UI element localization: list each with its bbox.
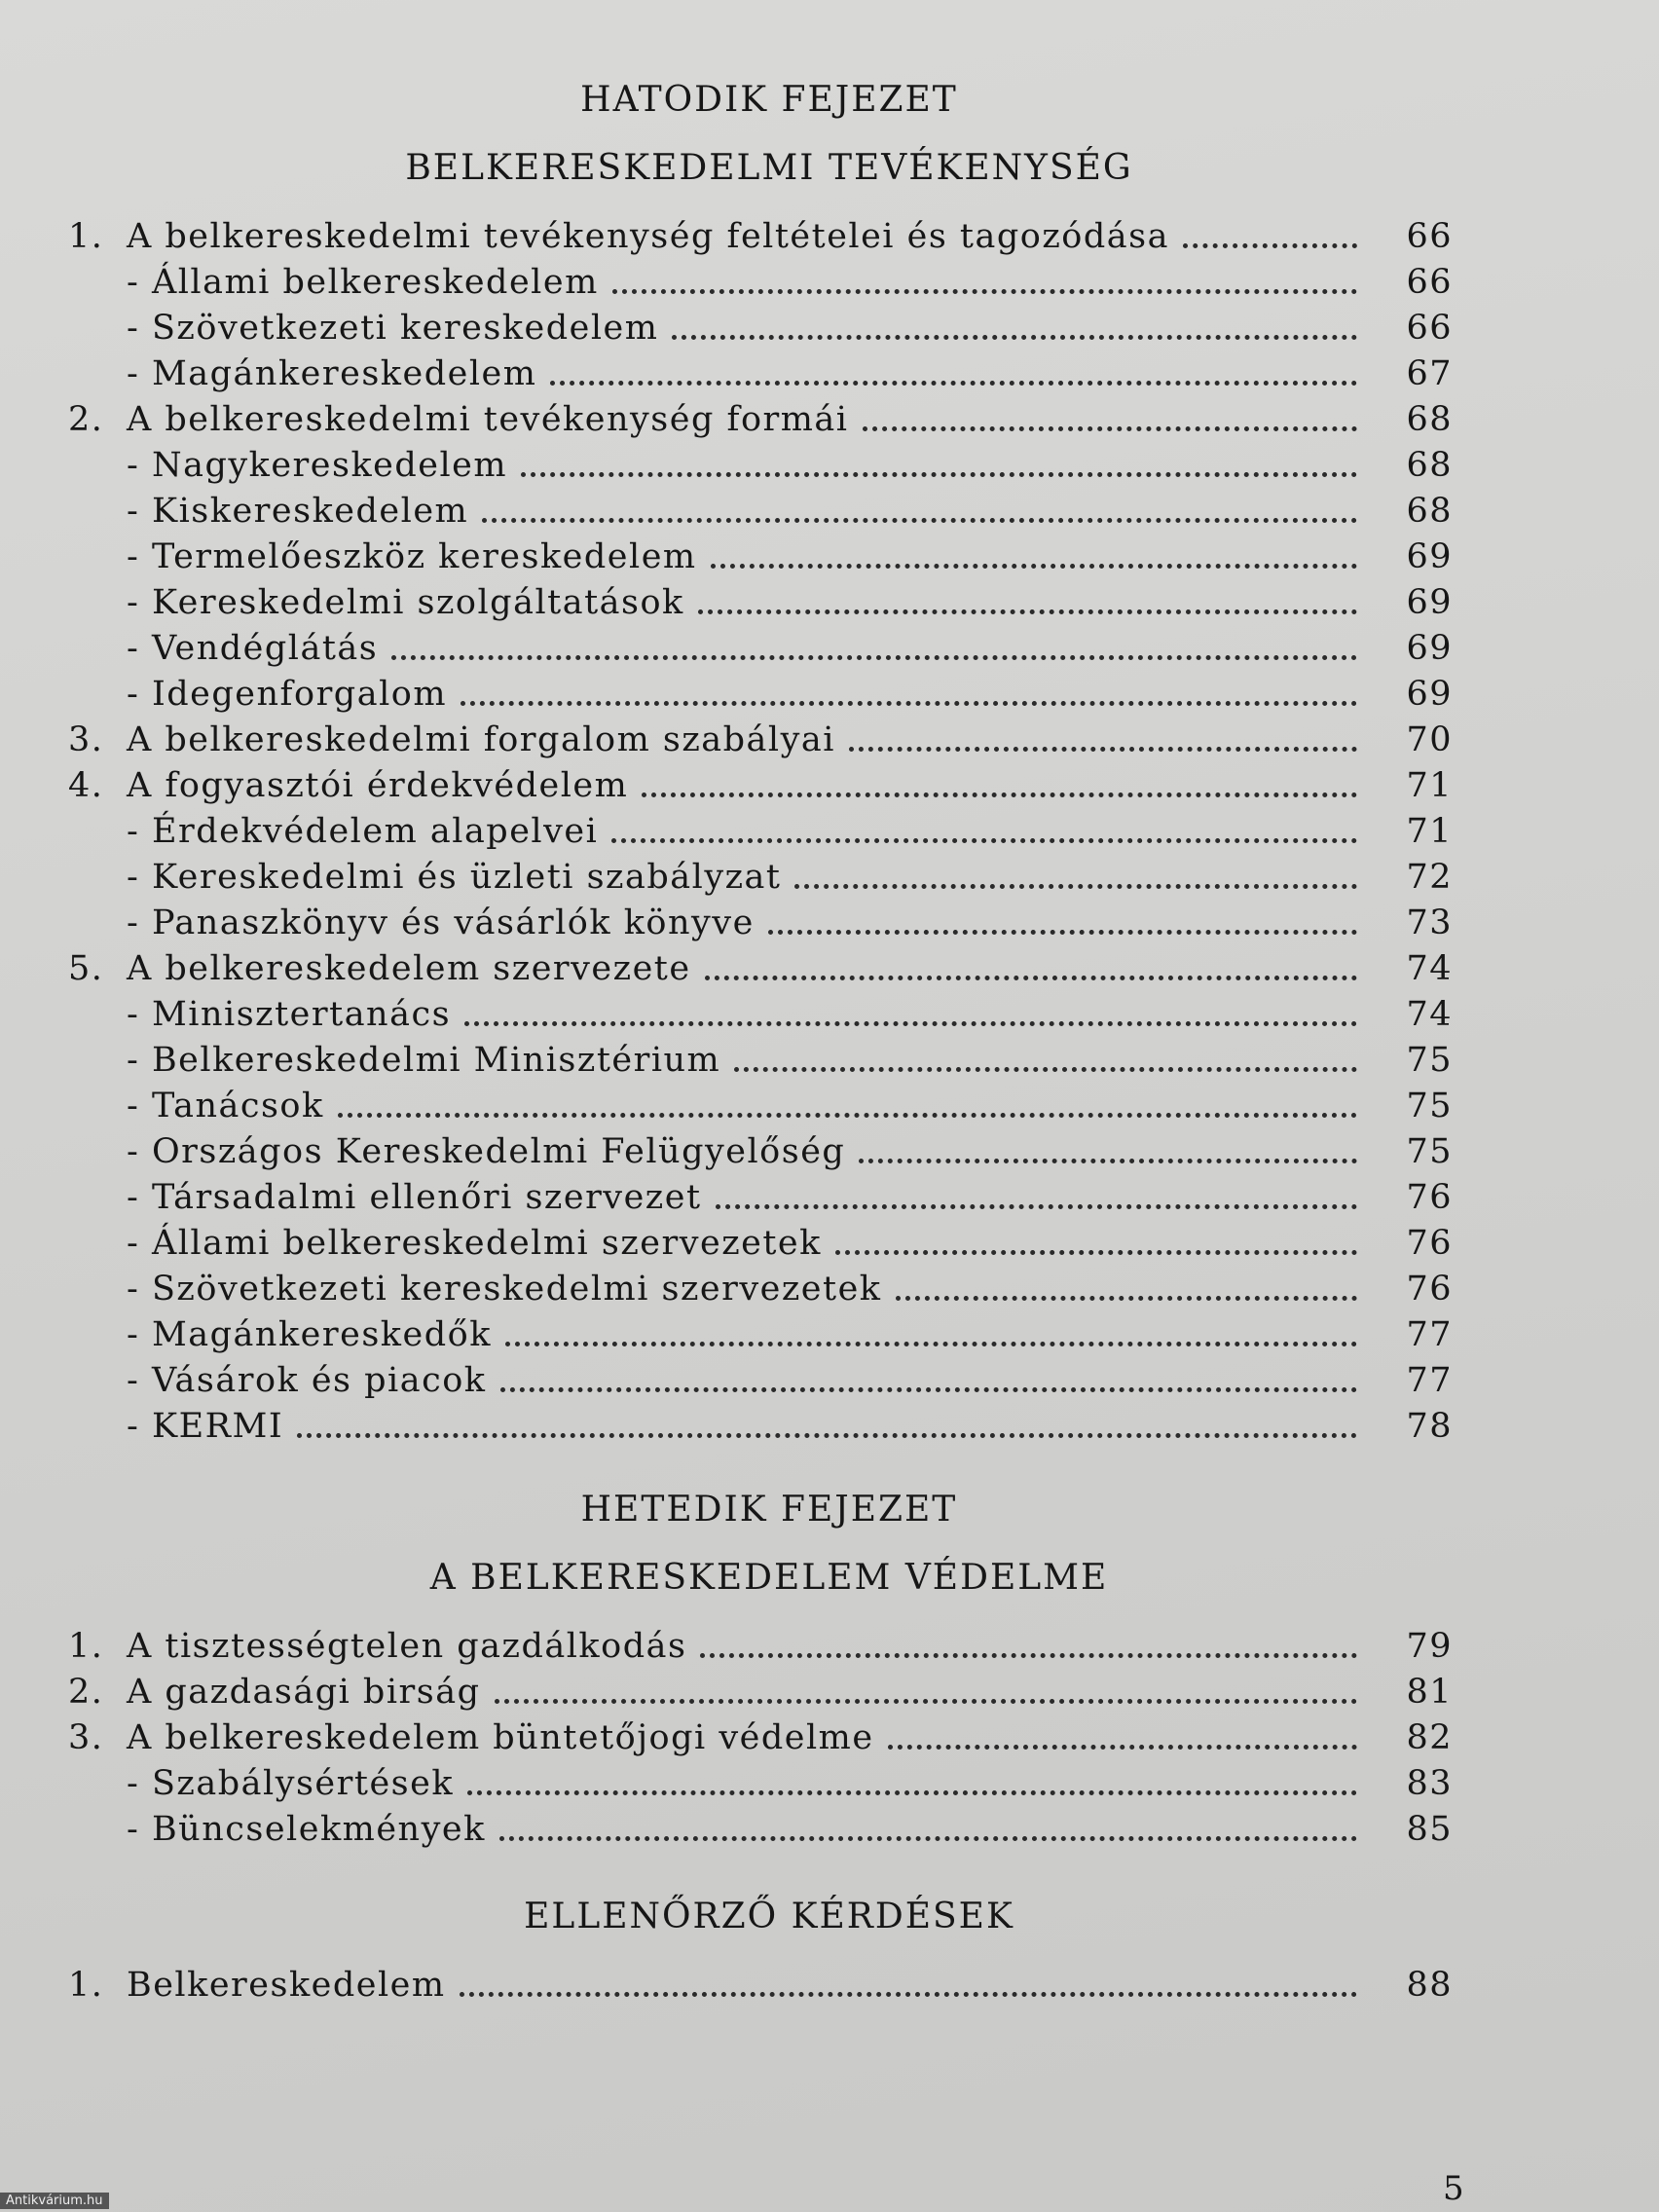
toc-entry (0, 580, 1659, 625)
entry-page-number: 76 (1406, 1270, 1453, 1309)
dot-leader (849, 747, 1357, 752)
subentry-title: - KERMI (127, 1407, 284, 1446)
toc-entry (0, 1084, 1659, 1128)
subentry-title: - Nagykereskedelem (127, 446, 508, 485)
subentry-title: - Szövetkezeti kereskedelem (127, 309, 659, 348)
entry-page-number: 67 (1406, 354, 1453, 393)
dot-leader (338, 1113, 1357, 1118)
subentry-title: - Panaszkönyv és vásárlók könyve (127, 903, 755, 942)
entry-page-number: 76 (1406, 1178, 1453, 1217)
entry-number: 5. (68, 949, 104, 988)
entry-title: A fogyasztói érdekvédelem (127, 766, 629, 805)
entry-title: A tisztességtelen gazdálkodás (127, 1627, 687, 1666)
toc-entry (0, 672, 1659, 717)
subentry-title: - Vásárok és piacok (127, 1361, 487, 1400)
entry-page-number: 79 (1406, 1627, 1453, 1666)
entry-page-number: 82 (1406, 1718, 1453, 1757)
entry-page-number: 69 (1406, 629, 1453, 668)
dot-leader (1183, 243, 1357, 248)
chapter-heading: HETEDIK FEJEZET (580, 1490, 958, 1530)
dot-leader (550, 381, 1357, 386)
toc-entry (0, 260, 1659, 305)
entry-page-number: 77 (1406, 1315, 1453, 1354)
toc-entry (0, 809, 1659, 854)
dot-leader (672, 335, 1357, 340)
toc-entry (0, 946, 1659, 991)
entry-page-number: 69 (1406, 537, 1453, 576)
toc-entry (0, 992, 1659, 1037)
toc-entry (0, 1038, 1659, 1083)
subentry-title: - Állami belkereskedelmi szervezetek (127, 1224, 822, 1263)
entry-page-number: 68 (1406, 492, 1453, 531)
subentry-title: - Szabálysértések (127, 1764, 455, 1803)
toc-entry (0, 1761, 1659, 1806)
entry-number: 1. (68, 217, 104, 256)
section-title: ELLENŐRZŐ KÉRDÉSEK (524, 1897, 1014, 1936)
entry-number: 2. (68, 400, 104, 439)
entry-title: A belkereskedelmi tevékenység feltételei és tagozódása (127, 217, 1169, 256)
entry-number: 2. (68, 1673, 104, 1712)
entry-page-number: 72 (1406, 858, 1453, 897)
dot-leader (888, 1745, 1357, 1750)
subentry-title: - Idegenforgalom (127, 675, 448, 714)
entry-page-number: 74 (1406, 949, 1453, 988)
subentry-title: - Tanácsok (127, 1087, 324, 1125)
chapter-title: A BELKERESKEDELEM VÉDELME (429, 1558, 1109, 1598)
subentry-title: - Állami belkereskedelem (127, 263, 599, 302)
dot-leader (482, 518, 1357, 523)
entry-page-number: 75 (1406, 1132, 1453, 1171)
subentry-title: - Belkereskedelmi Minisztérium (127, 1041, 721, 1080)
entry-number: 1. (68, 1966, 104, 2005)
entry-page-number: 77 (1406, 1361, 1453, 1400)
dot-leader (612, 289, 1357, 294)
toc-entry (0, 1267, 1659, 1311)
subentry-title: - Vendéglátás (127, 629, 379, 668)
entry-page-number: 66 (1406, 309, 1453, 348)
subentry-title: - Büncselekmények (127, 1810, 486, 1849)
toc-entry (0, 763, 1659, 808)
toc-entry (0, 443, 1659, 488)
entry-title: A belkereskedelmi forgalom szabályai (127, 720, 835, 759)
dot-leader (391, 655, 1357, 660)
dot-leader (500, 1387, 1357, 1392)
toc-entry (0, 1129, 1659, 1174)
toc-entry (0, 718, 1659, 762)
dot-leader (460, 1992, 1357, 1997)
entry-page-number: 83 (1406, 1764, 1453, 1803)
dot-leader (768, 930, 1357, 935)
entry-title: A belkereskedelmi tevékenység formái (127, 400, 849, 439)
subentry-title: - Minisztertanács (127, 995, 452, 1034)
subentry-title: - Országos Kereskedelmi Felügyelőség (127, 1132, 846, 1171)
toc-entry (0, 535, 1659, 579)
toc-entry (0, 1175, 1659, 1220)
entry-page-number: 66 (1406, 263, 1453, 302)
dot-leader (467, 1790, 1357, 1795)
entry-number: 4. (68, 766, 104, 805)
entry-page-number: 70 (1406, 720, 1453, 759)
toc-entry (0, 1963, 1659, 2008)
page-number: 5 (1443, 2169, 1464, 2208)
subentry-title: - Szövetkezeti kereskedelmi szervezetek (127, 1270, 882, 1309)
toc-entry (0, 214, 1659, 259)
toc-entry (0, 626, 1659, 671)
toc-entry (0, 489, 1659, 534)
dot-leader (859, 1159, 1357, 1163)
subentry-title: - Kereskedelmi szolgáltatások (127, 583, 684, 622)
entry-page-number: 74 (1406, 995, 1453, 1034)
entry-number: 1. (68, 1627, 104, 1666)
toc-entry (0, 397, 1659, 442)
toc-entry (0, 855, 1659, 900)
entry-page-number: 69 (1406, 583, 1453, 622)
entry-page-number: 68 (1406, 400, 1453, 439)
toc-entry (0, 1807, 1659, 1852)
toc-entry (0, 1404, 1659, 1449)
toc-entry (0, 1670, 1659, 1714)
toc-entry (0, 1624, 1659, 1669)
chapter-title: BELKERESKEDELMI TEVÉKENYSÉG (405, 148, 1133, 188)
dot-leader (297, 1433, 1357, 1438)
toc-entry (0, 1312, 1659, 1357)
subentry-title: - Magánkereskedők (127, 1315, 492, 1354)
dot-leader (464, 1021, 1357, 1026)
entry-page-number: 78 (1406, 1407, 1453, 1446)
dot-leader (642, 793, 1357, 797)
dot-leader (698, 609, 1357, 614)
entry-page-number: 76 (1406, 1224, 1453, 1263)
dot-leader (700, 1653, 1357, 1658)
subentry-title: - Magánkereskedelem (127, 354, 537, 393)
toc-entry (0, 1358, 1659, 1403)
dot-leader (734, 1067, 1357, 1072)
entry-page-number: 75 (1406, 1041, 1453, 1080)
dot-leader (611, 838, 1357, 843)
entry-page-number: 88 (1406, 1966, 1453, 2005)
toc-entry (0, 306, 1659, 350)
entry-page-number: 71 (1406, 812, 1453, 851)
entry-title: A belkereskedelem büntetőjogi védelme (127, 1718, 874, 1757)
subentry-title: - Társadalmi ellenőri szervezet (127, 1178, 702, 1217)
dot-leader (499, 1836, 1357, 1841)
entry-number: 3. (68, 720, 104, 759)
dot-leader (705, 976, 1357, 980)
entry-page-number: 71 (1406, 766, 1453, 805)
entry-page-number: 73 (1406, 903, 1453, 942)
toc-entry (0, 1715, 1659, 1760)
dot-leader (716, 1204, 1357, 1209)
chapter-heading: HATODIK FEJEZET (580, 80, 958, 120)
dot-leader (461, 701, 1357, 706)
dot-leader (835, 1250, 1357, 1255)
entry-page-number: 66 (1406, 217, 1453, 256)
entry-page-number: 81 (1406, 1673, 1453, 1712)
toc-entry (0, 1221, 1659, 1266)
dot-leader (711, 564, 1357, 569)
dot-leader (794, 884, 1357, 889)
dot-leader (521, 472, 1357, 477)
watermark: Antikvárium.hu (0, 2193, 109, 2209)
entry-title: Belkereskedelem (127, 1966, 446, 2005)
subentry-title: - Termelőeszköz kereskedelem (127, 537, 697, 576)
entry-page-number: 69 (1406, 675, 1453, 714)
entry-title: A belkereskedelem szervezete (127, 949, 691, 988)
dot-leader (505, 1342, 1357, 1346)
toc-entry (0, 351, 1659, 396)
dot-leader (863, 426, 1357, 431)
subentry-title: - Kereskedelmi és üzleti szabályzat (127, 858, 782, 897)
entry-page-number: 68 (1406, 446, 1453, 485)
dot-leader (896, 1296, 1357, 1301)
entry-page-number: 75 (1406, 1087, 1453, 1125)
dot-leader (495, 1699, 1357, 1704)
toc-entry (0, 901, 1659, 945)
subentry-title: - Érdekvédelem alapelvei (127, 812, 599, 851)
entry-number: 3. (68, 1718, 104, 1757)
entry-page-number: 85 (1406, 1810, 1453, 1849)
entry-title: A gazdasági birság (127, 1673, 481, 1712)
subentry-title: - Kiskereskedelem (127, 492, 469, 531)
